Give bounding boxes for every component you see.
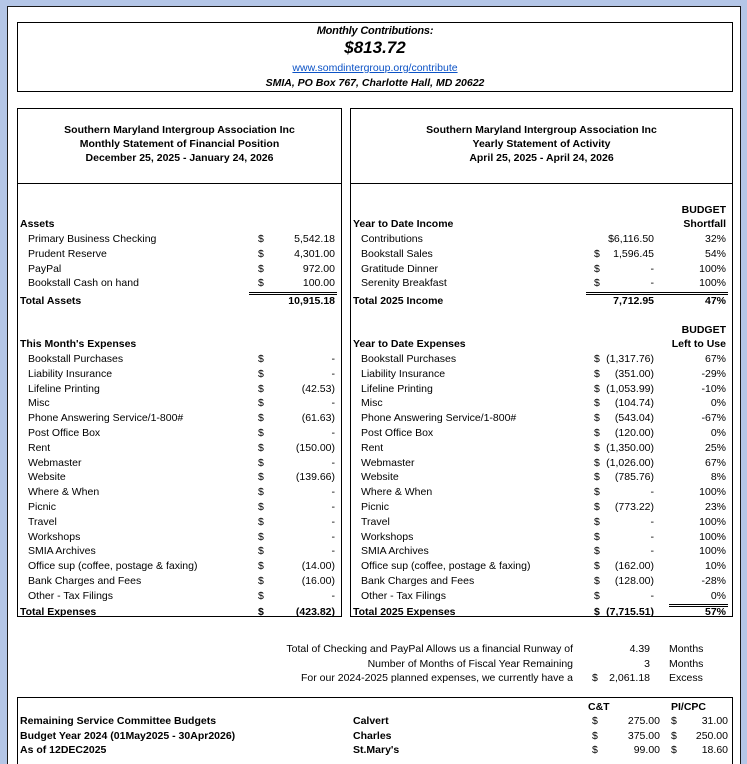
row-label: Website bbox=[28, 471, 66, 484]
expense-row bbox=[351, 544, 732, 559]
ytd-income-heading bbox=[351, 217, 732, 232]
row-label: Gratitude Dinner bbox=[361, 262, 439, 275]
row-label: Lifeline Printing bbox=[361, 382, 433, 395]
expense-row bbox=[351, 396, 732, 411]
currency-sign: $ bbox=[594, 560, 600, 573]
row-percent: -28% bbox=[701, 575, 726, 587]
row-percent: 100% bbox=[699, 515, 726, 528]
row-label: Post Office Box bbox=[361, 427, 434, 439]
statement-period: December 25, 2025 - January 24, 2026 bbox=[85, 152, 274, 164]
row-percent: -67% bbox=[701, 412, 726, 425]
ct-value: 375.00 bbox=[627, 729, 660, 742]
column-header: BUDGET bbox=[681, 324, 726, 336]
currency-sign: $ bbox=[258, 530, 264, 543]
ct-header: C&T bbox=[588, 701, 610, 713]
row-value: - bbox=[331, 545, 335, 558]
row-value: (128.00) bbox=[614, 575, 654, 587]
budget-header bbox=[351, 203, 732, 218]
row-percent: 100% bbox=[699, 277, 726, 290]
summary-number: 2,061.18 bbox=[609, 672, 650, 684]
month-expense-row bbox=[18, 589, 341, 604]
currency-sign: $ bbox=[671, 715, 677, 727]
row-percent: 25% bbox=[704, 441, 726, 454]
asset-row bbox=[18, 276, 341, 291]
total-income-row bbox=[351, 294, 732, 309]
income-row bbox=[351, 247, 732, 262]
row-value: - bbox=[331, 501, 335, 513]
currency-sign: $ bbox=[258, 441, 264, 454]
month-expense-row bbox=[18, 367, 341, 382]
row-label: Bank Charges and Fees bbox=[361, 575, 475, 587]
currency-sign: $ bbox=[594, 545, 600, 558]
month-expense-row bbox=[18, 574, 341, 589]
row-value: (773.22) bbox=[614, 501, 654, 513]
row-percent: 67% bbox=[704, 456, 726, 469]
row-label: Year to Date Expenses bbox=[353, 338, 466, 350]
summary-unit: Excess bbox=[669, 672, 703, 684]
row-value: - bbox=[331, 530, 335, 543]
currency-sign: $ bbox=[594, 247, 600, 260]
row-label: Total Expenses bbox=[20, 605, 97, 618]
currency-sign: $ bbox=[594, 412, 600, 425]
row-label: Other - Tax Filings bbox=[28, 589, 113, 602]
banner-amount: $813.72 bbox=[344, 38, 406, 57]
row-percent: 100% bbox=[699, 262, 726, 275]
row-label: Rent bbox=[28, 441, 51, 454]
row-percent: 100% bbox=[699, 530, 726, 543]
expense-row bbox=[351, 382, 732, 397]
pi-value: 18.60 bbox=[701, 744, 728, 756]
total-assets-row bbox=[18, 294, 341, 309]
expense-row bbox=[351, 426, 732, 441]
ct-value: 99.00 bbox=[633, 744, 660, 756]
currency-sign: $ bbox=[258, 397, 264, 410]
currency-sign: $ bbox=[594, 262, 600, 275]
currency-sign: $ bbox=[594, 427, 600, 439]
row-percent: 10% bbox=[704, 560, 726, 573]
currency-sign: $ bbox=[592, 715, 598, 727]
currency-sign: $ bbox=[258, 589, 264, 602]
currency-sign: $ bbox=[258, 515, 264, 528]
row-label: Rent bbox=[361, 441, 384, 454]
asset-row bbox=[18, 247, 341, 262]
expense-row bbox=[351, 515, 732, 530]
summary-label: Number of Months of Fiscal Year Remaining bbox=[367, 657, 573, 670]
row-label: PayPal bbox=[28, 262, 62, 275]
row-label: Other - Tax Filings bbox=[361, 589, 446, 602]
month-expense-row bbox=[18, 470, 341, 485]
expense-row bbox=[351, 530, 732, 545]
summary-value bbox=[568, 642, 650, 657]
row-value: (1,026.00) bbox=[606, 456, 654, 469]
row-label: Travel bbox=[28, 515, 57, 528]
banner-address: SMIA, PO Box 767, Charlotte Hall, MD 20622 bbox=[265, 77, 485, 89]
report-page bbox=[7, 6, 741, 764]
income-row bbox=[351, 232, 732, 247]
asset-row bbox=[18, 262, 341, 277]
row-value: - bbox=[331, 367, 335, 380]
row-value: (104.74) bbox=[614, 397, 654, 410]
expense-row bbox=[351, 456, 732, 471]
row-value: - bbox=[650, 530, 654, 543]
row-percent: 57% bbox=[704, 605, 726, 618]
currency-sign: $ bbox=[258, 471, 264, 484]
currency-sign: $ bbox=[258, 575, 264, 587]
county-name: Calvert bbox=[353, 715, 389, 727]
row-label: Office sup (coffee, postage & faxing) bbox=[361, 560, 531, 573]
currency-sign: $ bbox=[258, 501, 264, 513]
currency-sign: $ bbox=[592, 729, 598, 742]
row-label: Picnic bbox=[28, 501, 57, 513]
column-header: Shortfall bbox=[683, 218, 726, 230]
row-label: Picnic bbox=[361, 501, 390, 513]
total-expenses-row bbox=[18, 605, 341, 620]
row-value: - bbox=[650, 515, 654, 528]
row-value: 7,712.95 bbox=[613, 295, 654, 308]
month-expense-row bbox=[18, 456, 341, 471]
row-label: Misc bbox=[28, 397, 50, 410]
row-value: - bbox=[331, 353, 335, 365]
currency-sign: $ bbox=[594, 575, 600, 587]
row-value: - bbox=[331, 486, 335, 499]
income-row bbox=[351, 262, 732, 277]
currency-sign: $ bbox=[258, 233, 264, 245]
currency-sign: $ bbox=[594, 486, 600, 499]
financial-position-table bbox=[17, 183, 342, 617]
banner-title: Monthly Contributions: bbox=[316, 25, 434, 37]
row-label: Lifeline Printing bbox=[28, 382, 100, 395]
row-label: Assets bbox=[20, 218, 55, 230]
row-percent: 100% bbox=[699, 545, 726, 558]
row-value: - bbox=[650, 589, 654, 602]
county-name: Charles bbox=[353, 729, 392, 742]
row-value: (14.00) bbox=[301, 560, 335, 573]
row-label: Bookstall Purchases bbox=[361, 353, 457, 365]
row-label: Website bbox=[361, 471, 399, 484]
row-label: Liability Insurance bbox=[28, 367, 113, 380]
currency-sign: $ bbox=[258, 605, 264, 618]
row-value: 10,915.18 bbox=[288, 295, 335, 308]
expense-row bbox=[351, 470, 732, 485]
expense-row bbox=[351, 411, 732, 426]
row-label: Misc bbox=[361, 397, 383, 410]
row-value: - bbox=[331, 515, 335, 528]
currency-sign: $ bbox=[594, 441, 600, 454]
row-label: SMIA Archives bbox=[361, 545, 429, 558]
summary-text bbox=[208, 671, 573, 686]
currency-sign: $ bbox=[258, 247, 264, 260]
activity-table bbox=[350, 183, 733, 617]
row-value: (7,715.51) bbox=[606, 605, 654, 618]
summary-number: 3 bbox=[644, 657, 650, 670]
statement-title: Monthly Statement of Financial Position bbox=[79, 138, 280, 150]
committee-row-label: As of 12DEC2025 bbox=[20, 744, 107, 756]
row-label: Year to Date Income bbox=[353, 218, 454, 230]
summary-label: Total of Checking and PayPal Allows us a financial Runway of bbox=[286, 643, 573, 655]
summary-value bbox=[568, 671, 650, 686]
expense-row bbox=[351, 367, 732, 382]
month-expenses-heading bbox=[18, 337, 341, 352]
currency-sign: $ bbox=[594, 530, 600, 543]
row-label: Phone Answering Service/1-800# bbox=[28, 412, 184, 425]
row-value: (423.82) bbox=[295, 605, 335, 618]
contribute-link[interactable]: www.somdintergroup.org/contribute bbox=[292, 62, 458, 74]
row-value: 100.00 bbox=[302, 277, 335, 290]
row-label: Bookstall Cash on hand bbox=[28, 277, 139, 290]
row-value: (120.00) bbox=[614, 427, 654, 439]
org-name: Southern Maryland Intergroup Association Inc bbox=[64, 124, 295, 136]
committee-budgets-table bbox=[17, 697, 733, 764]
month-expense-row bbox=[18, 500, 341, 515]
expense-row bbox=[351, 485, 732, 500]
row-label: Bank Charges and Fees bbox=[28, 575, 142, 587]
row-value: (351.00) bbox=[614, 367, 654, 380]
month-expense-row bbox=[18, 352, 341, 367]
income-row bbox=[351, 276, 732, 291]
currency-sign: $ bbox=[594, 605, 600, 618]
row-value: (150.00) bbox=[295, 441, 335, 454]
row-value: $6,116.50 bbox=[608, 233, 654, 245]
expense-row bbox=[351, 574, 732, 589]
row-label: SMIA Archives bbox=[28, 545, 96, 558]
row-percent: 100% bbox=[699, 486, 726, 499]
month-expense-row bbox=[18, 485, 341, 500]
row-value: - bbox=[650, 262, 654, 275]
row-label: Primary Business Checking bbox=[28, 233, 157, 245]
summary-text bbox=[208, 642, 573, 657]
row-percent: 47% bbox=[704, 295, 726, 308]
currency-sign: $ bbox=[592, 672, 598, 684]
row-label: Office sup (coffee, postage & faxing) bbox=[28, 560, 198, 573]
row-value: - bbox=[331, 589, 335, 602]
month-expense-row bbox=[18, 426, 341, 441]
row-percent: 23% bbox=[704, 501, 726, 513]
row-value: - bbox=[331, 397, 335, 410]
row-label: Total Assets bbox=[20, 295, 82, 308]
currency-sign: $ bbox=[258, 277, 264, 290]
county-name: St.Mary's bbox=[353, 744, 400, 756]
row-value: (42.53) bbox=[301, 382, 335, 395]
row-percent: -10% bbox=[701, 382, 726, 395]
column-header: Left to Use bbox=[671, 338, 726, 350]
expense-row bbox=[351, 441, 732, 456]
row-value: 972.00 bbox=[302, 262, 335, 275]
row-value: - bbox=[650, 545, 654, 558]
row-label: Workshops bbox=[28, 530, 81, 543]
row-value: (1,317.76) bbox=[606, 353, 654, 365]
currency-sign: $ bbox=[258, 412, 264, 425]
currency-sign: $ bbox=[594, 515, 600, 528]
asset-row bbox=[18, 232, 341, 247]
row-label: Total 2025 Income bbox=[353, 295, 444, 308]
currency-sign: $ bbox=[594, 471, 600, 484]
row-label: Phone Answering Service/1-800# bbox=[361, 412, 517, 425]
ytd-expenses-heading bbox=[351, 337, 732, 352]
currency-sign: $ bbox=[594, 501, 600, 513]
currency-sign: $ bbox=[258, 486, 264, 499]
summary-value bbox=[568, 657, 650, 672]
row-value: - bbox=[650, 486, 654, 499]
contributions-banner bbox=[17, 22, 733, 92]
month-expense-row bbox=[18, 515, 341, 530]
row-value: (139.66) bbox=[295, 471, 335, 484]
org-name: Southern Maryland Intergroup Association Inc bbox=[426, 124, 657, 136]
currency-sign: $ bbox=[592, 744, 598, 756]
total-ytd-expenses-row bbox=[351, 605, 732, 620]
currency-sign: $ bbox=[258, 560, 264, 573]
row-label: Webmaster bbox=[28, 456, 82, 469]
currency-sign: $ bbox=[594, 367, 600, 380]
row-percent: 0% bbox=[710, 427, 726, 439]
currency-sign: $ bbox=[258, 427, 264, 439]
currency-sign: $ bbox=[594, 397, 600, 410]
committee-row-label: Budget Year 2024 (01May2025 - 30Apr2026) bbox=[20, 729, 236, 742]
currency-sign: $ bbox=[594, 353, 600, 365]
row-value: (162.00) bbox=[614, 560, 654, 573]
row-label: Travel bbox=[361, 515, 390, 528]
committee-row-label: Remaining Service Committee Budgets bbox=[20, 715, 217, 727]
month-expense-row bbox=[18, 411, 341, 426]
row-value: (1,350.00) bbox=[606, 441, 654, 454]
row-value: 4,301.00 bbox=[294, 247, 335, 260]
row-percent: 32% bbox=[704, 233, 726, 245]
row-value: (785.76) bbox=[614, 471, 654, 484]
assets-heading bbox=[18, 217, 341, 232]
row-value: 5,542.18 bbox=[294, 233, 335, 245]
summary-number: 4.39 bbox=[629, 643, 650, 655]
month-expense-row bbox=[18, 544, 341, 559]
currency-sign: $ bbox=[258, 367, 264, 380]
row-value: (543.04) bbox=[614, 412, 654, 425]
summary-unit: Months bbox=[669, 657, 704, 670]
currency-sign: $ bbox=[258, 262, 264, 275]
currency-sign: $ bbox=[594, 382, 600, 395]
row-label: Workshops bbox=[361, 530, 414, 543]
row-percent: 0% bbox=[710, 589, 726, 602]
row-label: This Month's Expenses bbox=[20, 338, 137, 350]
financial-position-header bbox=[17, 108, 342, 184]
row-label: Post Office Box bbox=[28, 427, 101, 439]
ct-value: 275.00 bbox=[627, 715, 660, 727]
expense-row bbox=[351, 559, 732, 574]
currency-sign: $ bbox=[594, 277, 600, 290]
row-label: Where & When bbox=[28, 486, 100, 499]
currency-sign: $ bbox=[258, 382, 264, 395]
row-percent: 8% bbox=[710, 471, 726, 484]
budget-header bbox=[351, 323, 732, 338]
expense-row bbox=[351, 352, 732, 367]
row-value: (16.00) bbox=[301, 575, 335, 587]
month-expense-row bbox=[18, 559, 341, 574]
currency-sign: $ bbox=[258, 456, 264, 469]
pi-cpc-header: PI/CPC bbox=[671, 701, 707, 713]
row-percent: 0% bbox=[710, 397, 726, 410]
currency-sign: $ bbox=[594, 589, 600, 602]
pi-value: 31.00 bbox=[701, 715, 728, 727]
summary-unit: Months bbox=[669, 643, 704, 655]
statement-period: April 25, 2025 - April 24, 2026 bbox=[469, 152, 614, 164]
row-value: 1,596.45 bbox=[613, 247, 654, 260]
currency-sign: $ bbox=[594, 456, 600, 469]
row-value: (61.63) bbox=[301, 412, 335, 425]
row-label: Bookstall Purchases bbox=[28, 353, 124, 365]
pi-value: 250.00 bbox=[695, 729, 728, 742]
expense-row bbox=[351, 500, 732, 515]
row-value: - bbox=[331, 456, 335, 469]
row-label: Liability Insurance bbox=[361, 367, 446, 380]
month-expense-row bbox=[18, 441, 341, 456]
summary-text bbox=[208, 657, 573, 672]
row-value: - bbox=[650, 277, 654, 290]
row-label: Bookstall Sales bbox=[361, 247, 433, 260]
row-value: (1,053.99) bbox=[606, 382, 654, 395]
column-header: BUDGET bbox=[681, 204, 726, 216]
currency-sign: $ bbox=[671, 729, 677, 742]
month-expense-row bbox=[18, 382, 341, 397]
currency-sign: $ bbox=[671, 744, 677, 756]
row-label: Serenity Breakfast bbox=[361, 277, 447, 290]
currency-sign: $ bbox=[258, 353, 264, 365]
row-percent: 67% bbox=[704, 353, 726, 365]
row-percent: -29% bbox=[701, 367, 726, 380]
month-expense-row bbox=[18, 530, 341, 545]
activity-header bbox=[350, 108, 733, 184]
month-expense-row bbox=[18, 396, 341, 411]
row-label: Webmaster bbox=[361, 456, 415, 469]
row-percent: 54% bbox=[704, 247, 726, 260]
expense-row bbox=[351, 589, 732, 604]
row-label: Contributions bbox=[361, 233, 423, 245]
row-label: Where & When bbox=[361, 486, 433, 499]
row-label: Prudent Reserve bbox=[28, 247, 107, 260]
row-label: Total 2025 Expenses bbox=[353, 605, 456, 618]
row-value: - bbox=[331, 427, 335, 439]
statement-title: Yearly Statement of Activity bbox=[472, 138, 611, 150]
summary-label: For our 2024-2025 planned expenses, we currently have a bbox=[300, 672, 573, 684]
currency-sign: $ bbox=[258, 545, 264, 558]
